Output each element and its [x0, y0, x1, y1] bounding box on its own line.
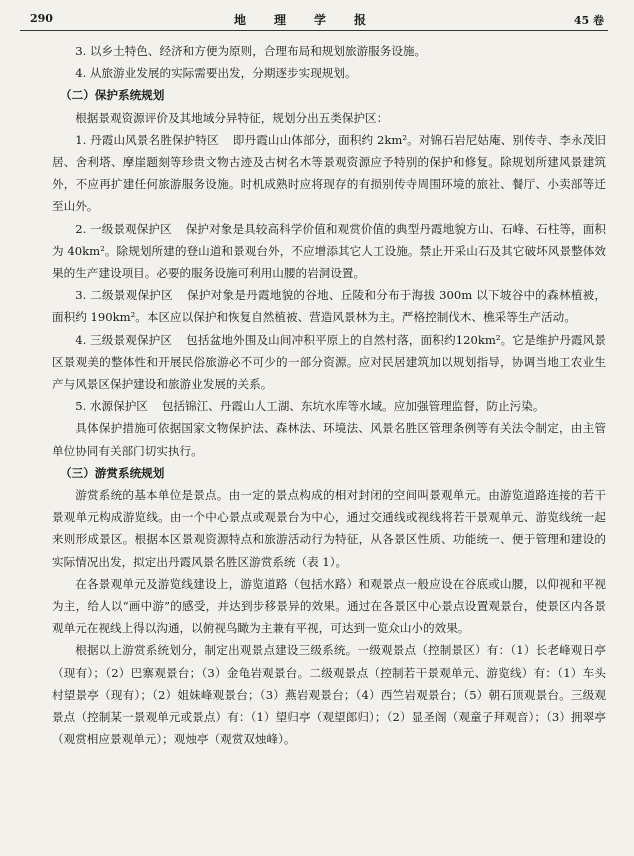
paragraph	[52, 395, 606, 417]
paragraph: 4. 从旅游业发展的实际需要出发，分期逐步实现规划。	[75, 66, 357, 81]
paragraph: 在各景观单元及游览线建设上，游览道路（包括水路）和观景点一般应设在谷底或山腰，以仰视和平视为主，给人以“画中游”的感受，并达到步移景异的效果。通过在各景区中心景点设置观景台，使景区内各景观单元在视线上得以沟通，以俯视鸟瞰为主兼有平视，可达到一览众山小的效果。	[52, 576, 606, 636]
paragraph: 游赏系统的基本单位是景点。由一定的景点构成的相对封闭的空间叫景观单元。由游览道路连接的若干景观单元构成游览线。由一个中心景点或观景台为中心，通过交通线或视线将若干景观单元、游览线统一起来则形成景区。根据本区景观资源特点和旅游活动行为特征，从各景区性质、功能统一、便于管理和建设的实际情况出发，拟定出丹霞风景名胜区游赏系统（表 1）。	[52, 488, 606, 569]
article-body	[52, 40, 606, 751]
running-header	[20, 8, 608, 31]
page-number: 290	[30, 12, 53, 25]
item-text: 即丹霞山山体部分，面积约 2km²。对锦石岩尼姑庵、别传寺、李永茂旧居、舍利塔、摩崖题刻等珍贵文物古迹及古树名木等景观资源应予特别的保护和修复。除规划所建风景建筑外，不应再扩建任何旅游服务设施。时机成熟时应将现存的有损别传寺周围环境的旅社、餐厅、小卖部等迁至山外。	[52, 132, 607, 214]
section-heading: （三）游赏系统规划	[60, 465, 165, 480]
item-lead: 1. 丹霞山风景名胜保护特区	[75, 132, 219, 147]
item-text: 保护对象是具较高科学价值和观赏价值的典型丹霞地貌方山、石峰、石柱等，面积为 40km²。除规划所建的登山道和景观台外，不应增添其它人工设施。禁止开采山石及其它破坏风景整体效果的生产建设项目。必要的服务设施可利用山腰的岩洞设置。	[52, 221, 606, 281]
journal-name: 地理学报	[233, 13, 394, 27]
paragraph: 根据景观资源评价及其地域分异特征，规划分出五类保护区：	[75, 110, 389, 125]
item-lead: 2. 一级景观保护区	[75, 221, 172, 236]
paragraph	[52, 284, 606, 328]
paragraph: 根据以上游赏系统划分，制定出观景点建设三级系统。一级观景点（控制景区）有：（1）长老峰观日亭（现有）；（2）巴寨观景台；（3）金龟岩观景台。二级观景点（控制若干景观单元、游览线）有：（1）车头村望景亭（现有）；（2）姐妹峰观景台；（3）燕岩观景台；（4）西竺岩观景台；（5）朝石顶观景台。三级观景点（控制某一景观单元或景点）有：（1）望归亭（观望郎归）；（2）显圣阁（观童子拜观音）；（3）拥翠亭（观赏相应景观单元）；观烛亭（观赏双烛峰）。	[52, 643, 606, 747]
volume-label: 45 卷	[573, 14, 604, 27]
item-lead: 5. 水源保护区	[75, 399, 148, 414]
paragraph	[52, 329, 606, 396]
paragraph: 3. 以乡土特色、经济和方便为原则，合理布局和规划旅游服务设施。	[75, 44, 427, 58]
paragraph	[52, 129, 606, 218]
paragraph	[52, 218, 606, 285]
item-text: 包括锦江、丹霞山人工湖、东坑水库等水域。应加强管理监督，防止污染。	[161, 399, 545, 414]
item-text: 保护对象是丹霞地貌的谷地、丘陵和分布于海拔 300m 以下坡谷中的森林植被，面积约 190km²。本区应以保护和恢复自然植被、营造风景林为主。严格控制伐木、樵采等生产活动。	[52, 288, 606, 325]
section-heading: （二）保护系统规划	[60, 88, 165, 103]
item-lead: 3. 二级景观保护区	[75, 288, 173, 303]
paragraph: 具体保护措施可依据国家文物保护法、森林法、环境法、风景名胜区管理条例等有关法令制定，由主管单位协同有关部门切实执行。	[52, 421, 606, 458]
item-lead: 4. 三级景观保护区	[75, 332, 173, 347]
item-text: 包括盆地外围及山间冲积平原上的自然村落，面积约120km²。它是维护丹霞风景区景观美的整体性和开展民俗旅游必不可少的一部分资源。应对民居建筑加以规划指导，协调当地工农业生产与风景区保护建设和旅游业发展的关系。	[52, 332, 606, 392]
